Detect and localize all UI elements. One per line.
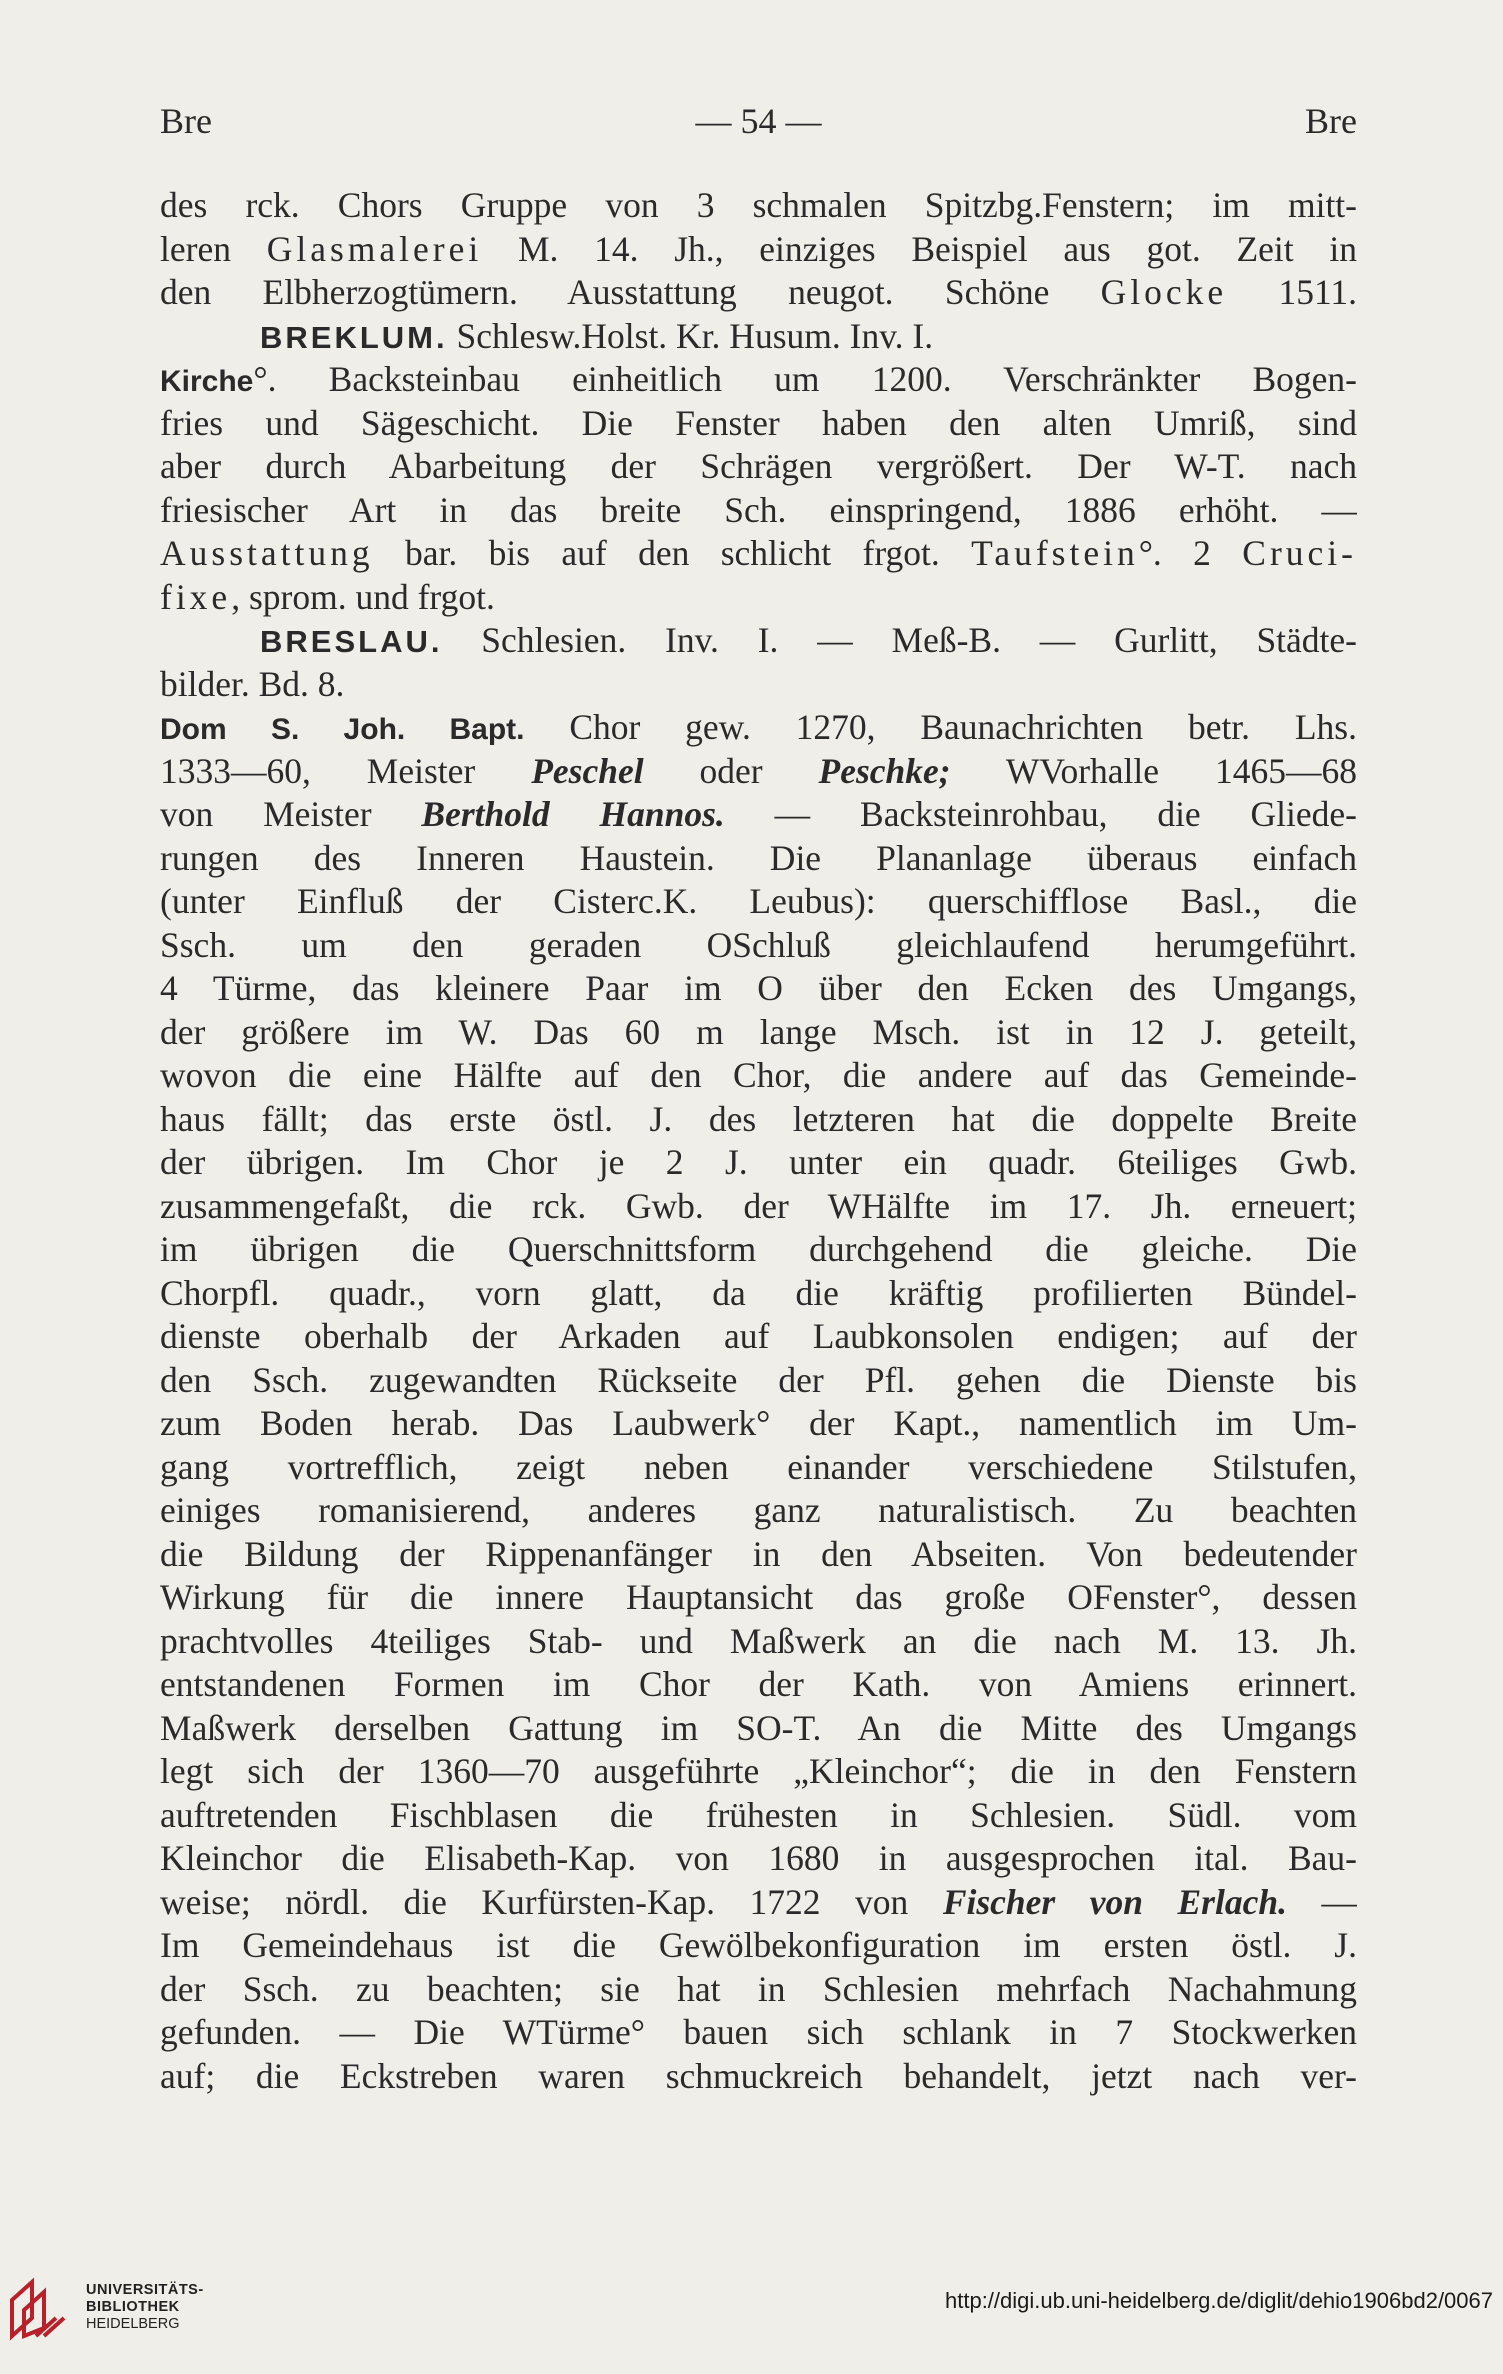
text-segment: Taufstein xyxy=(971,533,1139,573)
text-segment: gefunden. — Die WTürme° bauen sich schlank in 7 Stockwerken xyxy=(160,2012,1357,2052)
text-line xyxy=(160,271,1357,315)
text-line xyxy=(160,1315,1357,1359)
page-number: — 54 — xyxy=(695,101,822,141)
text-segment: Ausstattung xyxy=(160,533,374,573)
text-segment: entstandenen Formen im Chor der Kath. von Amiens erinnert. xyxy=(160,1664,1357,1704)
text-segment: Glocke xyxy=(1100,272,1228,312)
text-segment: Wirkung für die innere Hauptansicht das große OFenster°, dessen xyxy=(160,1577,1357,1617)
running-head-left: Bre xyxy=(160,101,212,141)
text-segment: zusammengefaßt, die rck. Gwb. der WHälfte im 17. Jh. erneuert; xyxy=(160,1185,1357,1226)
text-segment: Glasmalerei xyxy=(266,228,483,269)
text-segment: Fischer von Erlach. xyxy=(942,1881,1287,1922)
library-name-line-3: HEIDELBERG xyxy=(86,2316,180,2332)
text-segment: bar. bis auf den schlicht frgot. xyxy=(373,533,972,573)
text-segment: Ssch. um den geraden OSchluß gleichlaufend herumgeführt. xyxy=(160,924,1357,965)
text-line xyxy=(160,1663,1357,1707)
text-segment: leren xyxy=(160,228,267,269)
text-line xyxy=(160,1707,1357,1751)
text-segment: wovon die eine Hälfte auf den Chor, die andere auf das Gemeinde- xyxy=(160,1055,1357,1095)
text-line xyxy=(160,1446,1357,1490)
text-segment: Peschke; xyxy=(818,750,951,791)
text-segment: einiges romanisierend, anderes ganz naturalistisch. Zu beachten xyxy=(160,1490,1357,1530)
text-line xyxy=(160,1750,1357,1794)
text-segment: zum Boden herab. Das Laubwerk° der Kapt., namentlich im Um- xyxy=(160,1403,1357,1443)
text-line xyxy=(160,663,1357,707)
text-segment: legt sich der 1360—70 ausgeführte „Kleinchor“; die in den Fenstern xyxy=(160,1751,1357,1791)
text-line xyxy=(160,576,1357,620)
text-segment: gang vortrefflich, zeigt neben einander verschiedene Stilstufen, xyxy=(160,1446,1357,1487)
text-segment: Chor gew. 1270, Baunachrichten betr. Lhs. xyxy=(524,707,1357,747)
text-line xyxy=(160,1272,1357,1316)
text-line xyxy=(160,706,1357,750)
text-segment: weise; nördl. die Kurfürsten-Kap. 1722 von xyxy=(160,1881,943,1922)
text-segment: fixe xyxy=(160,576,232,617)
text-segment: auftretenden Fischblasen die frühesten in Schlesien. Südl. vom xyxy=(160,1794,1357,1835)
text-segment: auf; die Eckstreben waren schmuckreich behandelt, jetzt nach ver- xyxy=(160,2055,1357,2096)
library-name-line-1: UNIVERSITÄTS- xyxy=(86,2282,204,2298)
text-segment: Maßwerk derselben Gattung im SO-T. An die Mitte des Umgangs xyxy=(160,1707,1357,1748)
text-line xyxy=(160,924,1357,968)
text-segment: — Backsteinrohbau, die Gliede- xyxy=(724,794,1357,834)
source-url-link[interactable]: http://digi.ub.uni-heidelberg.de/diglit/dehio1906bd2/0067 xyxy=(945,2288,1493,2313)
text-segment: haus fällt; das erste östl. J. des letzteren hat die doppelte Breite xyxy=(160,1098,1357,1139)
text-segment: 4 Türme, das kleinere Paar im O über den Ecken des Umgangs, xyxy=(160,968,1357,1008)
text-segment: Kleinchor die Elisabeth-Kap. von 1680 in ausgesprochen ital. Bau- xyxy=(160,1838,1357,1878)
text-line xyxy=(160,1837,1357,1881)
text-line xyxy=(160,619,1357,663)
text-segment: der Ssch. zu beachten; sie hat in Schlesien mehrfach Nachahmung xyxy=(160,1968,1357,2009)
text-segment: im übrigen die Querschnittsform durchgehend die gleiche. Die xyxy=(160,1229,1357,1269)
text-segment: dienste oberhalb der Arkaden auf Laubkonsolen endigen; auf der xyxy=(160,1316,1357,1356)
text-line xyxy=(160,1620,1357,1664)
text-segment: Schlesien. Inv. I. — Meß-B. — Gurlitt, Städte- xyxy=(442,620,1357,660)
text-line xyxy=(160,880,1357,924)
entry-subheading: Dom S. Joh. Bapt. xyxy=(160,713,525,746)
entry-heading: BREKLUM. xyxy=(260,319,448,355)
text-segment: WVorhalle 1465—68 xyxy=(950,750,1357,791)
text-line xyxy=(160,315,1357,359)
text-line xyxy=(160,1924,1357,1968)
text-line xyxy=(160,184,1357,228)
text-line xyxy=(160,445,1357,489)
text-line xyxy=(160,2055,1357,2099)
text-segment: bilder. Bd. 8. xyxy=(160,663,345,704)
text-line xyxy=(160,1533,1357,1577)
text-line xyxy=(160,1576,1357,1620)
body-text xyxy=(160,184,1357,2098)
text-line xyxy=(160,1794,1357,1838)
text-segment: prachtvolles 4teiliges Stab- und Maßwerk an die nach M. 13. Jh. xyxy=(160,1620,1357,1661)
text-line xyxy=(160,1054,1357,1098)
text-segment: oder xyxy=(643,750,819,791)
text-line xyxy=(160,532,1357,576)
text-line xyxy=(160,1489,1357,1533)
text-segment: °. Backsteinbau einheitlich um 1200. Verschränkter Bogen- xyxy=(253,359,1357,399)
text-segment: 1511. xyxy=(1227,272,1357,312)
text-line xyxy=(160,2011,1357,2055)
text-segment: , sprom. und frgot. xyxy=(231,576,495,617)
entry-subheading: Kirche xyxy=(160,365,254,398)
text-line xyxy=(160,750,1357,794)
text-segment: °. 2 xyxy=(1138,533,1243,573)
running-head-right: Bre xyxy=(1305,101,1357,141)
text-segment: Berthold Hannos. xyxy=(421,794,725,834)
text-segment: die Bildung der Rippenanfänger in den Abseiten. Von bedeutender xyxy=(160,1533,1357,1574)
text-segment: Schlesw.Holst. Kr. Husum. Inv. I. xyxy=(447,315,934,356)
text-segment: den Ssch. zugewandten Rückseite der Pfl. gehen die Dienste bis xyxy=(160,1359,1357,1400)
text-segment: Im Gemeindehaus ist die Gewölbekonfiguration im ersten östl. J. xyxy=(160,1925,1357,1965)
text-line xyxy=(160,837,1357,881)
text-segment: den Elbherzogtümern. Ausstattung neugot. Schöne xyxy=(160,272,1101,312)
text-segment: von Meister xyxy=(160,794,422,834)
library-name xyxy=(86,2282,204,2333)
text-line xyxy=(160,1968,1357,2012)
text-line xyxy=(160,228,1357,272)
text-segment: friesischer Art in das breite Sch. einspringend, 1886 erhöht. — xyxy=(160,489,1357,530)
text-line xyxy=(160,1011,1357,1055)
text-line xyxy=(160,1141,1357,1185)
entry-heading: BRESLAU. xyxy=(260,624,443,659)
text-line xyxy=(160,358,1357,402)
text-line xyxy=(160,1359,1357,1403)
running-head xyxy=(160,96,1357,146)
text-line xyxy=(160,1402,1357,1446)
text-segment: Peschel xyxy=(531,750,644,791)
text-segment: rungen des Inneren Haustein. Die Plananlage überaus einfach xyxy=(160,837,1357,878)
text-line xyxy=(160,489,1357,533)
library-name-line-2: BIBLIOTHEK xyxy=(86,2299,180,2315)
text-line xyxy=(160,967,1357,1011)
university-library-logo-icon xyxy=(4,2272,76,2344)
text-segment: der übrigen. Im Chor je 2 J. unter ein quadr. 6teiliges Gwb. xyxy=(160,1142,1357,1182)
text-line xyxy=(160,1185,1357,1229)
text-segment: Cruci- xyxy=(1242,533,1357,573)
text-line xyxy=(160,1881,1357,1925)
text-line xyxy=(160,402,1357,446)
text-segment: Chorpfl. quadr., vorn glatt, da die kräftig profilierten Bündel- xyxy=(160,1272,1357,1313)
text-line xyxy=(160,1098,1357,1142)
text-segment: M. 14. Jh., einziges Beispiel aus got. Zeit in xyxy=(482,228,1357,269)
text-segment: 1333—60, Meister xyxy=(160,750,532,791)
text-segment: — xyxy=(1287,1881,1357,1922)
text-segment: fries und Sägeschicht. Die Fenster haben den alten Umriß, sind xyxy=(160,402,1357,443)
text-segment: der größere im W. Das 60 m lange Msch. ist in 12 J. geteilt, xyxy=(160,1011,1357,1052)
text-line xyxy=(160,1228,1357,1272)
footer xyxy=(0,2262,1503,2352)
text-segment: aber durch Abarbeitung der Schrägen vergrößert. Der W-T. nach xyxy=(160,446,1357,486)
text-segment: (unter Einfluß der Cisterc.K. Leubus): querschifflose Basl., die xyxy=(160,881,1357,921)
text-line xyxy=(160,793,1357,837)
text-segment: des rck. Chors Gruppe von 3 schmalen Spitzbg.Fenstern; im mitt- xyxy=(160,185,1357,225)
